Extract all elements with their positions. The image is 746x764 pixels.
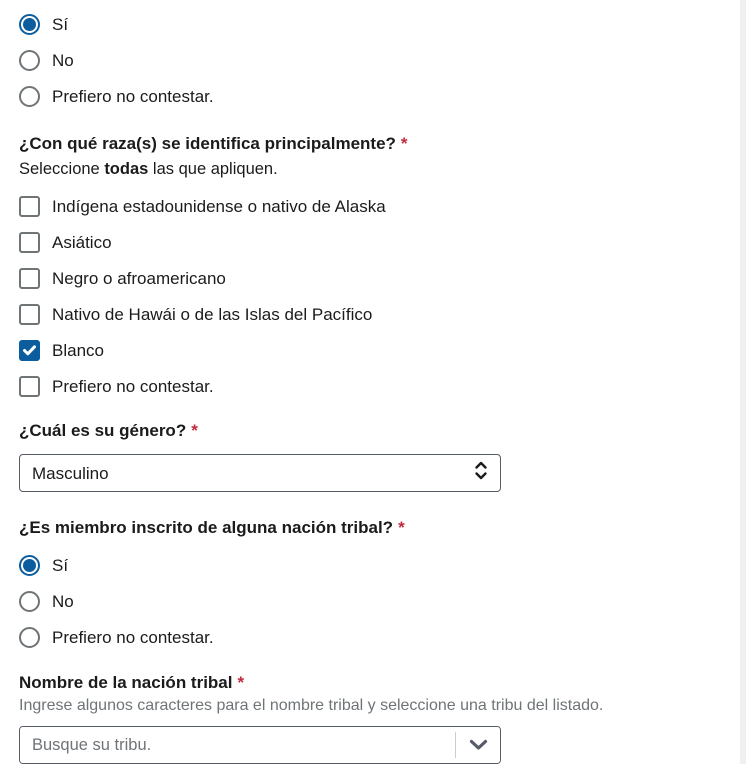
scrollbar-track[interactable] — [740, 0, 746, 764]
ethnicity-radio-group — [19, 14, 746, 107]
gender-question-label: ¿Cuál es su género? * — [19, 421, 198, 440]
tribal-name-hint: Ingrese algunos caracteres para el nombre tribal y seleccione una tribu del listado. — [19, 697, 604, 714]
tribal-name-combobox — [19, 726, 501, 764]
check-icon — [23, 345, 36, 356]
checkbox-label[interactable]: Asiático — [52, 232, 112, 252]
race-checkbox-group — [19, 196, 746, 397]
checkbox[interactable] — [19, 304, 40, 325]
checkbox-option-pacific-islander[interactable] — [19, 304, 746, 325]
radio-button[interactable] — [19, 14, 40, 35]
radio-label[interactable]: No — [52, 591, 74, 611]
checkbox-option-native-american[interactable] — [19, 196, 746, 217]
chevron-down-icon — [469, 739, 488, 751]
combobox-toggle-button[interactable] — [456, 727, 500, 763]
radio-option-prefer-not[interactable] — [19, 86, 746, 107]
tribal-name-question — [19, 673, 746, 764]
radio-option-prefer-not[interactable] — [19, 627, 746, 648]
radio-option-si[interactable] — [19, 14, 746, 35]
checkbox[interactable] — [19, 340, 40, 361]
checkbox-option-prefer-not[interactable] — [19, 376, 746, 397]
radio-option-si[interactable] — [19, 555, 746, 576]
checkbox[interactable] — [19, 196, 40, 217]
tribal-member-radio-group — [19, 555, 746, 648]
required-asterisk: * — [237, 673, 245, 692]
checkbox-label[interactable]: Blanco — [52, 340, 104, 360]
checkbox-label[interactable]: Prefiero no contestar. — [52, 376, 214, 396]
checkbox[interactable] — [19, 376, 40, 397]
radio-label[interactable]: No — [52, 50, 74, 70]
radio-button[interactable] — [19, 555, 40, 576]
tribal-name-label: Nombre de la nación tribal * — [19, 673, 245, 692]
required-asterisk: * — [191, 421, 198, 440]
checkbox-label[interactable]: Negro o afroamericano — [52, 268, 226, 288]
checkbox-label[interactable]: Nativo de Hawái o de las Islas del Pacífico — [52, 304, 373, 324]
tribal-member-question-label: ¿Es miembro inscrito de alguna nación tribal? * — [19, 518, 405, 537]
tribal-name-search-input[interactable] — [20, 727, 455, 763]
tribal-member-question — [19, 518, 746, 648]
radio-button[interactable] — [19, 591, 40, 612]
radio-button[interactable] — [19, 627, 40, 648]
required-asterisk: * — [398, 518, 405, 537]
gender-select[interactable] — [19, 454, 501, 492]
checkbox[interactable] — [19, 232, 40, 253]
checkbox-label[interactable]: Indígena estadounidense o nativo de Alaska — [52, 196, 386, 216]
radio-label[interactable]: Prefiero no contestar. — [52, 86, 214, 106]
radio-label[interactable]: Sí — [52, 14, 69, 34]
checkbox-option-black[interactable] — [19, 268, 746, 289]
race-question-hint: Seleccione todas las que apliquen. — [19, 160, 278, 178]
radio-option-no[interactable] — [19, 591, 746, 612]
radio-label[interactable]: Prefiero no contestar. — [52, 627, 214, 647]
radio-label[interactable]: Sí — [52, 555, 69, 575]
checkbox-option-white[interactable] — [19, 340, 746, 361]
race-question — [19, 134, 746, 397]
race-question-label: ¿Con qué raza(s) se identifica principalmente? * — [19, 134, 408, 153]
gender-question — [19, 421, 746, 492]
radio-button[interactable] — [19, 50, 40, 71]
checkbox[interactable] — [19, 268, 40, 289]
checkbox-option-asian[interactable] — [19, 232, 746, 253]
radio-option-no[interactable] — [19, 50, 746, 71]
required-asterisk: * — [400, 134, 408, 153]
radio-button[interactable] — [19, 86, 40, 107]
